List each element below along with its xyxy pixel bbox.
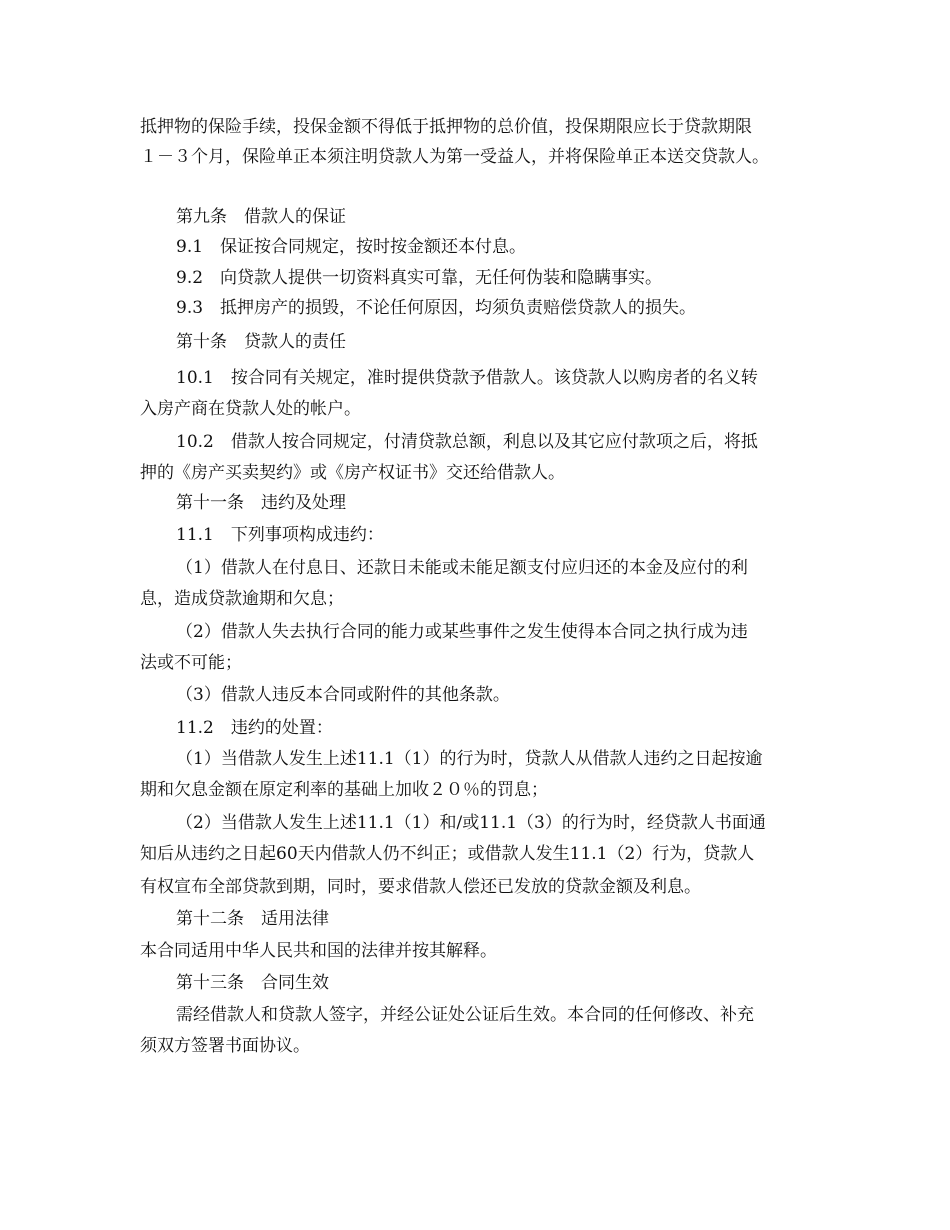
clause-line: （1）借款人在付息日、还款日未能或未能足额支付应归还的本金及应付的利 — [176, 558, 748, 578]
clause-line: 法或不可能； — [140, 653, 242, 673]
article-heading: 第十一条 违约及处理 — [176, 493, 346, 513]
paragraph-line: １－３个月，保险单正本须注明贷款人为第一受益人，并将保险单正本送交贷款人。 — [140, 147, 769, 167]
clause-line: 有权宣布全部贷款到期，同时，要求借款人偿还已发放的贷款金额及利息。 — [140, 877, 701, 897]
article-heading: 第九条 借款人的保证 — [176, 207, 346, 227]
clause-line: 10.2 借款人按合同规定，付清贷款总额，利息以及其它应付款项之后，将抵 — [176, 432, 758, 452]
clause-line: 9.3 抵押房产的损毁，不论任何原因，均须负责赔偿贷款人的损失。 — [176, 298, 697, 318]
clause-line: （2）借款人失去执行合同的能力或某些事件之发生使得本合同之执行成为违 — [176, 622, 748, 642]
article-heading: 第十三条 合同生效 — [176, 973, 329, 993]
clause-line: 入房产商在贷款人处的帐户。 — [140, 399, 361, 419]
clause-line: 9.2 向贷款人提供一切资料真实可靠，无任何伪装和隐瞒事实。 — [176, 268, 663, 288]
clause-line: 息，造成贷款逾期和欠息； — [140, 589, 344, 609]
clause-line: 期和欠息金额在原定利率的基础上加收２０％的罚息； — [140, 780, 548, 800]
clause-line: （1）当借款人发生上述11.1（1）的行为时，贷款人从借款人违约之日起按逾 — [176, 749, 763, 769]
clause-line: 11.2 违约的处置： — [176, 718, 333, 738]
clause-line: 11.1 下列事项构成违约： — [176, 525, 384, 545]
paragraph-line: 抵押物的保险手续，投保金额不得低于抵押物的总价值，投保期限应长于贷款期限 — [140, 117, 752, 137]
clause-line: 知后从违约之日起60天内借款人仍不纠正；或借款人发生11.1（2）行为，贷款人 — [140, 844, 755, 864]
clause-line: 须双方签署书面协议。 — [140, 1036, 310, 1056]
clause-line: （2）当借款人发生上述11.1（1）和/或11.1（3）的行为时，经贷款人书面通 — [176, 813, 766, 833]
article-heading: 第十二条 适用法律 — [176, 909, 329, 929]
clause-line: 本合同适用中华人民共和国的法律并按其解释。 — [140, 941, 497, 961]
clause-line: 需经借款人和贷款人签字，并经公证处公证后生效。本合同的任何修改、补充 — [176, 1005, 754, 1025]
clause-line: 10.1 按合同有关规定，准时提供贷款予借款人。该贷款人以购房者的名义转 — [176, 368, 758, 388]
clause-line: 9.1 保证按合同规定，按时按金额还本付息。 — [176, 237, 527, 257]
clause-line: 押的《房产买卖契约》或《房产权证书》交还给借款人。 — [140, 463, 565, 483]
article-heading: 第十条 贷款人的责任 — [176, 332, 346, 352]
clause-line: （3）借款人违反本合同或附件的其他条款。 — [176, 685, 510, 705]
